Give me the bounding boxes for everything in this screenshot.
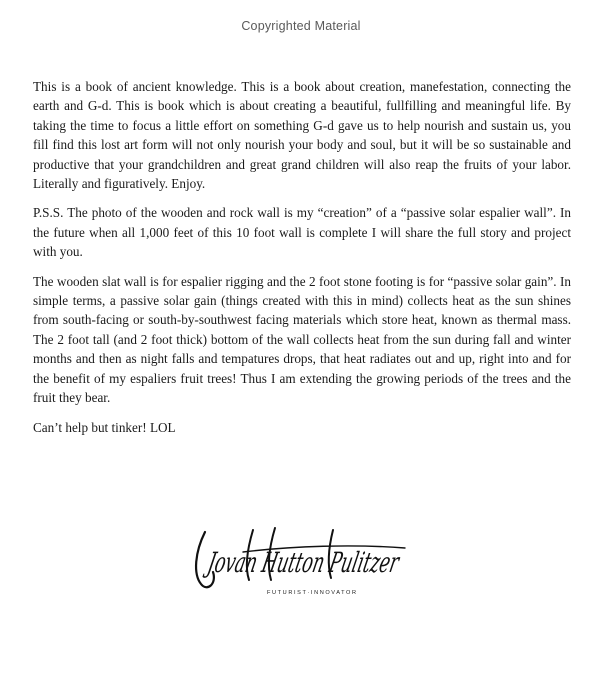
- paragraph-closing: Can’t help but tinker! LOL: [33, 419, 176, 435]
- author-signature: [183, 522, 519, 602]
- paragraph-wall: The wooden slat wall is for espalier rigging and the 2 foot stone footing is for “passive solar gain”. In simple terms, a passive solar gain (things created with this in mind) collects heat as the sun shines from south-facing or south-by-southwest facing materials which store heat, known as thermal mass. The 2 foot tall (and 2 foot thick) bottom of the wall collects heat from the sun during fall and winter months and then as night falls and tempatures drops, that heat radiates out and up, right into and for the benefit of my espaliers fruit trees! Thus I am extending the growing periods of the trees and the fruit they bear.: [33, 273, 571, 406]
- body-text: [33, 77, 571, 447]
- copyright-header: Copyrighted Material: [241, 19, 361, 33]
- paragraph-pss: P.S.S. The photo of the wooden and rock wall is my “creation” of a “passive solar espalier wall”. In the future when all 1,000 feet of this 10 foot wall is complete I will share the full story and project with you.: [33, 205, 571, 260]
- signature-graphic: [183, 522, 519, 602]
- signature-name: Jovan Hutton Pulitzer: [204, 546, 519, 579]
- signature-tagline: FUTURIST·INNOVATOR: [267, 590, 358, 596]
- paragraph-intro: This is a book of ancient knowledge. This is a book about creation, manefestation, connecting the earth and G-d. This is book which is about creating a beautiful, fullfilling and meaningful life. By taking the time to focus a little effort on something G-d gave us to help nourish and sustain us, you fill find this lost art form will not only nourish your body and soul, but it will be so sustainable and productive that your grandchildren and great grand children will also reap the fruits of your labor. Literally and figuratively. Enjoy.: [33, 79, 571, 192]
